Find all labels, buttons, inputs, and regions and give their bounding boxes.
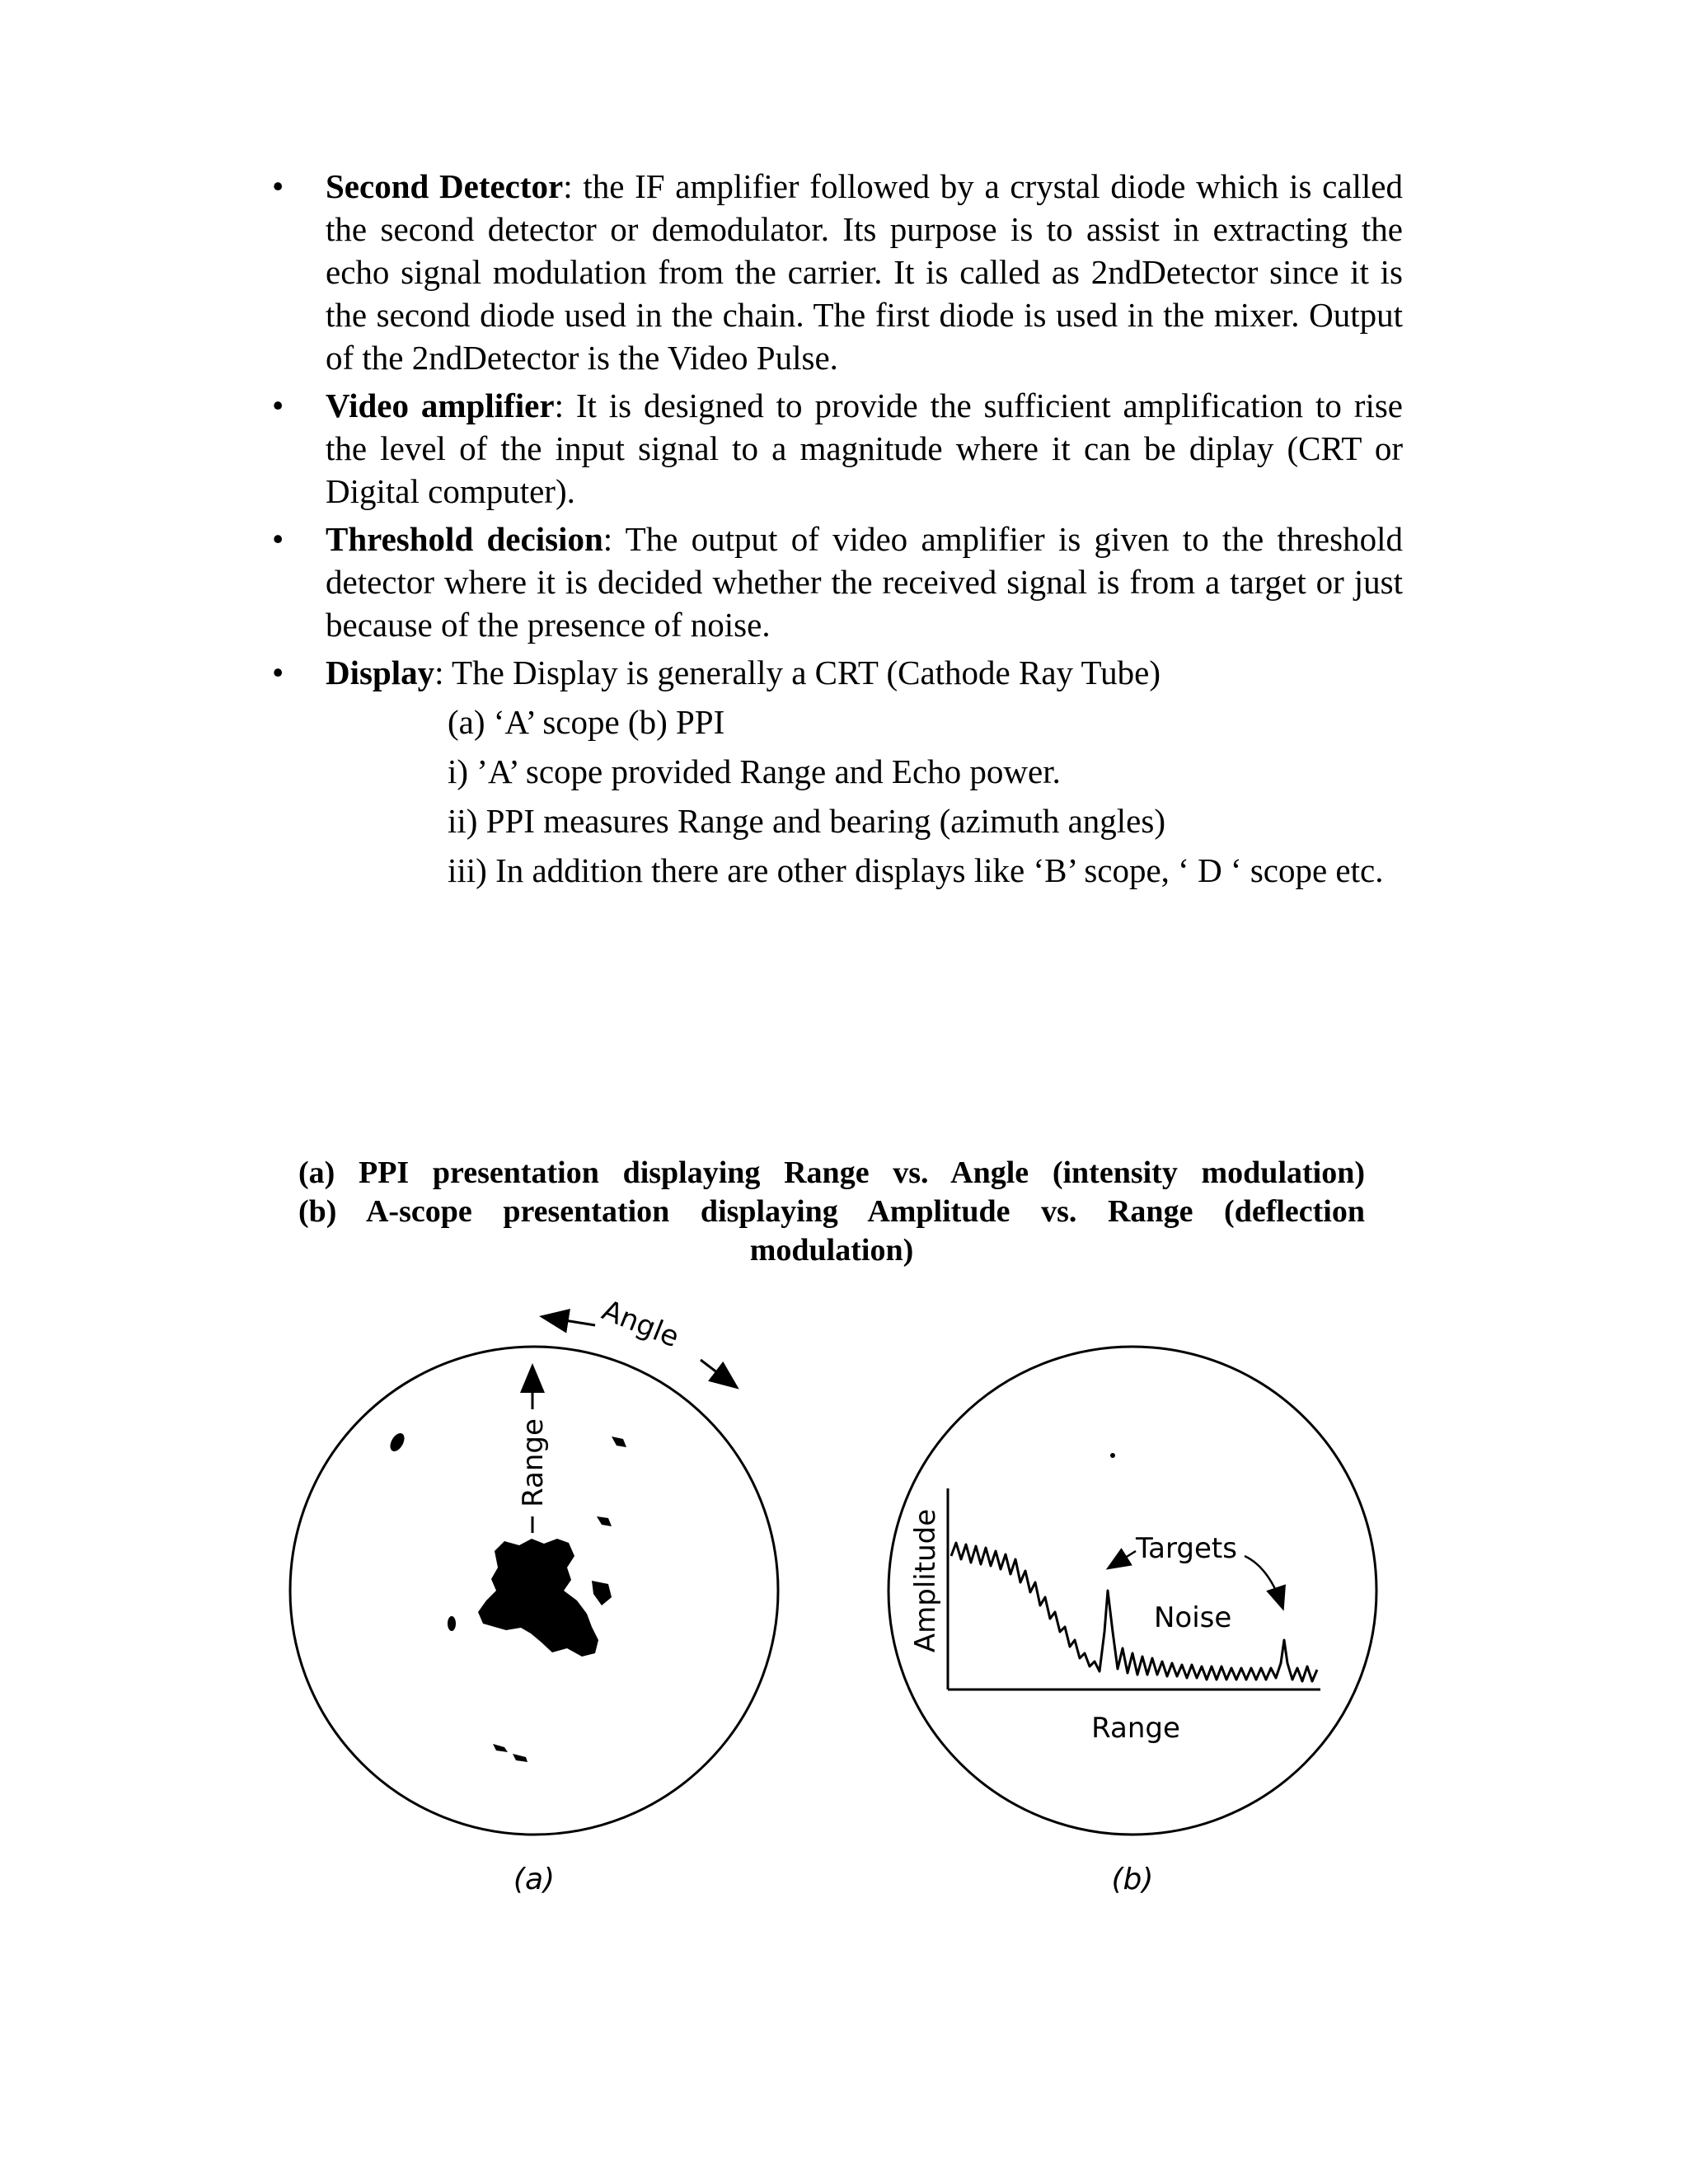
ascope-display (889, 1347, 1376, 1896)
angle-arrow-right (701, 1360, 735, 1386)
bullet-term: Video amplifier (326, 387, 555, 424)
range-label: Range (517, 1418, 550, 1507)
panel-label-b: (b) (1111, 1863, 1154, 1896)
radar-display-figure (0, 1294, 1688, 1920)
display-subitem: i) ’A’ scope provided Range and Echo power. (448, 752, 1061, 790)
ascope-xlabel: Range (1091, 1712, 1180, 1745)
targets-label: Targets (1136, 1532, 1237, 1565)
bullet-list (272, 165, 1403, 900)
angle-arrow-left (544, 1317, 595, 1325)
panel-label-a: (a) (513, 1863, 556, 1896)
caption-line-b: (b) A-scope presentation displaying Amplitude vs. Range (deflection (298, 1194, 1365, 1229)
signal-trace (951, 1543, 1317, 1681)
bullet-text: : The output of video amplifier is given to the threshold detector where it is decided whether the received signal is from a target or just because of the presence of noise. (326, 520, 1403, 644)
bullet-text: : The Display is generally a CRT (Cathode Ray Tube) (434, 654, 1160, 691)
ascope-ylabel: Amplitude (909, 1508, 942, 1653)
target-blip (493, 1744, 508, 1752)
scope-dot (1110, 1453, 1115, 1458)
bullet-term: Display (326, 654, 435, 691)
bullet-threshold-decision (272, 518, 1403, 646)
bullet-dot: • (272, 167, 284, 205)
bullet-second-detector (272, 165, 1403, 379)
bullet-term: Second Detector (326, 167, 564, 205)
ascope-scope-circle (889, 1347, 1376, 1835)
ground-clutter-blob (478, 1539, 598, 1657)
figure-caption (298, 1154, 1365, 1270)
bullet-dot: • (272, 387, 284, 424)
bullet-display (272, 651, 1403, 895)
targets-arrow-right (1245, 1556, 1282, 1607)
bullet-text: : It is designed to provide the sufficient amplification to rise the level of the input signal to a magnitude where it can be diplay (CRT or Digital computer). (326, 387, 1404, 510)
display-sublist (448, 697, 1403, 895)
target-blip (387, 1431, 407, 1454)
target-blip (597, 1516, 612, 1526)
bullet-term: Threshold decision (326, 520, 603, 558)
ppi-display (290, 1294, 778, 1896)
display-subitem: iii) In addition there are other displays like ‘B’ scope, ‘ D ‘ scope etc. (448, 851, 1384, 889)
bullet-dot: • (272, 520, 284, 558)
target-blip (513, 1754, 528, 1762)
target-blip (612, 1436, 626, 1447)
angle-label: Angle (597, 1294, 684, 1355)
caption-line-c: modulation) (749, 1233, 914, 1268)
bullet-text: : the IF amplifier followed by a crystal diode which is called the second detector or demodulator. Its purpose is to assist in extracting the echo signal modulation from the carrier. It is called as 2ndDetector since it is the second diode used in the chain. The first diode is used in the mixer. Output of the 2ndDetector is the Video Pulse. (326, 167, 1404, 377)
display-subitem: (a) ‘A’ scope (b) PPI (448, 703, 725, 741)
target-blip (592, 1581, 612, 1605)
target-blip (448, 1616, 456, 1631)
targets-arrow-left (1109, 1551, 1136, 1568)
display-subitem: ii) PPI measures Range and bearing (azimuth angles) (448, 802, 1165, 840)
bullet-video-amplifier (272, 384, 1403, 513)
noise-label: Noise (1154, 1601, 1232, 1634)
caption-line-a: (a) PPI presentation displaying Range vs. Angle (intensity modulation) (298, 1155, 1365, 1190)
bullet-dot: • (272, 654, 284, 691)
